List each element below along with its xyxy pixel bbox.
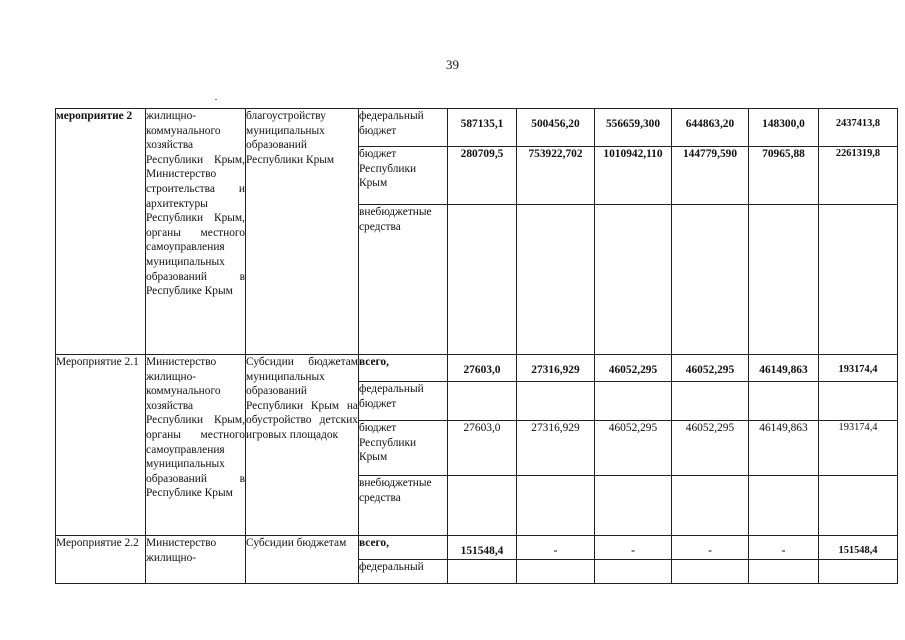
- value-cell: 587135,1: [448, 109, 517, 147]
- total-cell: 193174,4: [819, 355, 898, 382]
- executor-cell: жилищно-коммунального хозяйства Республики Крым, Министерство строительства и архитектуры Республики Крым, органы местного самоуправления муниципальных образований в Республике Крым: [146, 109, 246, 355]
- total-cell: 2261319,8: [819, 147, 898, 205]
- value-cell: 46052,295: [672, 355, 749, 382]
- value-cell: -: [517, 536, 595, 560]
- value-cell: 556659,300: [595, 109, 672, 147]
- total-cell: [819, 560, 898, 584]
- total-cell: [819, 205, 898, 355]
- value-cell: 27603,0: [448, 355, 517, 382]
- value-cell: [517, 205, 595, 355]
- measure-description: благоустройству муниципальных образований Республики Крым: [246, 109, 359, 355]
- funding-source: всего,: [359, 536, 448, 560]
- value-cell: 1010942,110: [595, 147, 672, 205]
- value-cell: 144779,590: [672, 147, 749, 205]
- total-cell: 193174,4: [819, 421, 898, 476]
- value-cell: 280709,5: [448, 147, 517, 205]
- value-cell: [448, 560, 517, 584]
- value-cell: [595, 205, 672, 355]
- value-cell: 27316,929: [517, 355, 595, 382]
- value-cell: [672, 205, 749, 355]
- value-cell: 27603,0: [448, 421, 517, 476]
- funding-source: федеральный бюджет: [359, 109, 448, 147]
- value-cell: -: [672, 536, 749, 560]
- measure-label: Мероприятие 2.1: [56, 355, 146, 536]
- total-cell: [819, 382, 898, 421]
- value-cell: 46149,863: [749, 421, 819, 476]
- value-cell: [448, 382, 517, 421]
- funding-source: внебюджетные средства: [359, 205, 448, 355]
- funding-source: внебюджетные средства: [359, 476, 448, 536]
- value-cell: [517, 382, 595, 421]
- value-cell: [672, 476, 749, 536]
- value-cell: 46052,295: [595, 421, 672, 476]
- measure-description: Субсидии бюджетам: [246, 536, 359, 584]
- value-cell: [749, 205, 819, 355]
- value-cell: 70965,88: [749, 147, 819, 205]
- value-cell: 500456,20: [517, 109, 595, 147]
- value-cell: [517, 560, 595, 584]
- measure-description: Субсидии бюджетам муниципальных образований Республики Крым на обустройство детских игровых площадок: [246, 355, 359, 536]
- value-cell: 27316,929: [517, 421, 595, 476]
- page-number: 39: [446, 57, 459, 72]
- funding-source: бюджет Республики Крым: [359, 421, 448, 476]
- value-cell: 753922,702: [517, 147, 595, 205]
- value-cell: 644863,20: [672, 109, 749, 147]
- value-cell: [749, 476, 819, 536]
- value-cell: 46052,295: [595, 355, 672, 382]
- funding-source: федеральный: [359, 560, 448, 584]
- measure-label: мероприятие 2: [56, 109, 146, 355]
- value-cell: [448, 476, 517, 536]
- value-cell: 151548,4: [448, 536, 517, 560]
- executor-cell: Министерство жилищно-: [146, 536, 246, 584]
- value-cell: -: [749, 536, 819, 560]
- table-row: [56, 109, 898, 147]
- value-cell: [672, 382, 749, 421]
- funding-source: всего,: [359, 355, 448, 382]
- value-cell: [517, 476, 595, 536]
- value-cell: 46052,295: [672, 421, 749, 476]
- value-cell: -: [595, 536, 672, 560]
- total-cell: 151548,4: [819, 536, 898, 560]
- scan-speck: [215, 99, 217, 100]
- table-row: [56, 355, 898, 382]
- value-cell: [595, 560, 672, 584]
- funding-source: федеральный бюджет: [359, 382, 448, 421]
- executor-cell: Министерство жилищно-коммунального хозяйства Республики Крым, органы местного самоуправления муниципальных образований в Республике Крым: [146, 355, 246, 536]
- value-cell: [672, 560, 749, 584]
- table-row: [56, 536, 898, 560]
- funding-source: бюджет Республики Крым: [359, 147, 448, 205]
- measure-label: Мероприятие 2.2: [56, 536, 146, 584]
- value-cell: [595, 382, 672, 421]
- value-cell: [448, 205, 517, 355]
- total-cell: 2437413,8: [819, 109, 898, 147]
- value-cell: 46149,863: [749, 355, 819, 382]
- value-cell: [595, 476, 672, 536]
- budget-table: [55, 108, 898, 584]
- total-cell: [819, 476, 898, 536]
- value-cell: [749, 560, 819, 584]
- value-cell: [749, 382, 819, 421]
- value-cell: 148300,0: [749, 109, 819, 147]
